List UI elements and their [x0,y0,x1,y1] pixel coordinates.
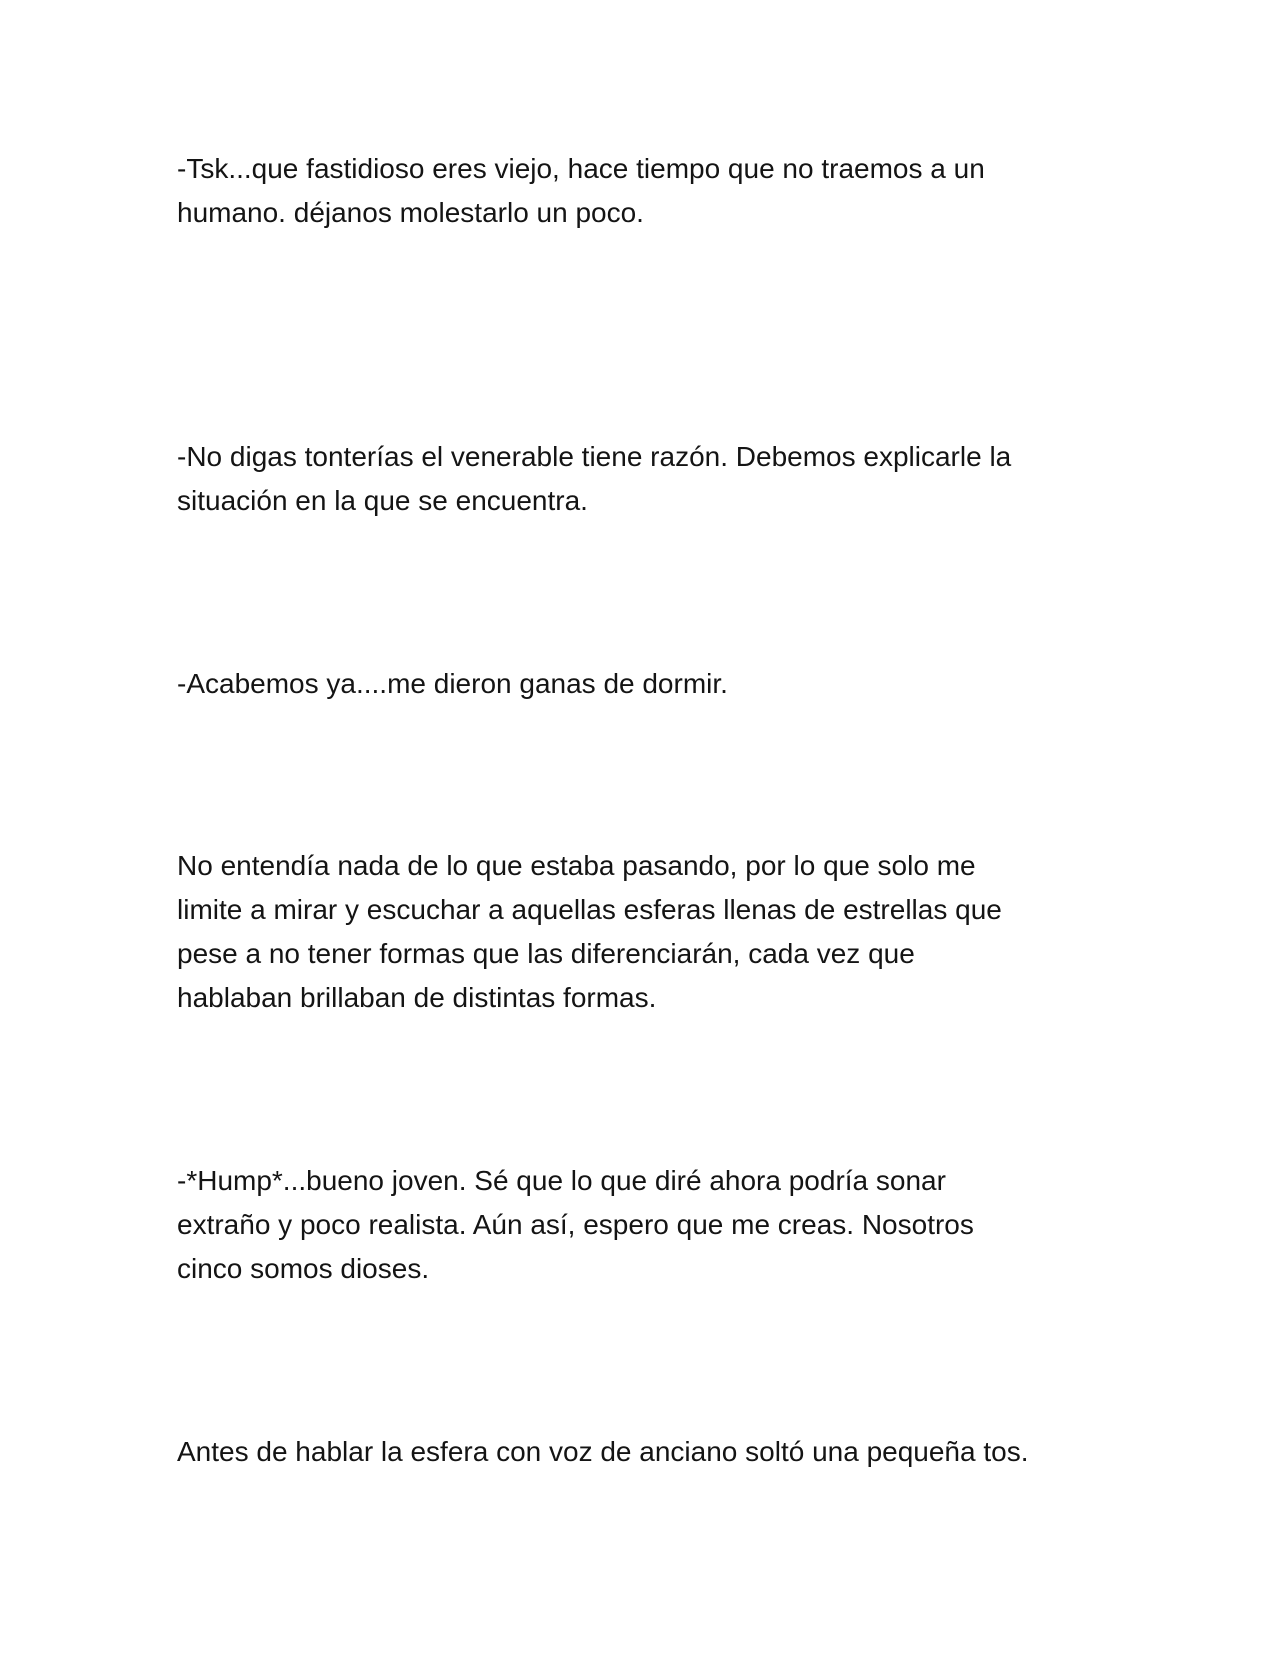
text-line: cinco somos dioses. [177,1253,430,1284]
text-line: -No digas tonterías el venerable tiene razón. Debemos explicarle la [177,441,1012,472]
text-line: -Tsk...que fastidioso eres viejo, hace tiempo que no traemos a un [177,153,985,184]
text-line: No entendía nada de lo que estaba pasando, por lo que solo me [177,850,976,881]
text-line: hablaban brillaban de distintas formas. [177,982,657,1013]
narration-paragraph [177,844,1137,1020]
dialogue-paragraph [177,1159,1137,1291]
text-line: -Acabemos ya....me dieron ganas de dormir. [177,668,728,699]
text-line: Antes de hablar la esfera con voz de anciano soltó una pequeña tos. [177,1436,1029,1467]
text-line: -*Hump*...bueno joven. Sé que lo que diré ahora podría sonar [177,1165,946,1196]
text-line: limite a mirar y escuchar a aquellas esferas llenas de estrellas que [177,894,1002,925]
dialogue-paragraph [177,662,1137,706]
text-line: situación en la que se encuentra. [177,485,588,516]
text-line: humano. déjanos molestarlo un poco. [177,197,644,228]
narration-paragraph [177,1430,1137,1474]
text-line: pese a no tener formas que las diferenciarán, cada vez que [177,938,915,969]
text-line: extraño y poco realista. Aún así, espero que me creas. Nosotros [177,1209,974,1240]
dialogue-paragraph [177,147,1137,235]
dialogue-paragraph [177,435,1137,523]
